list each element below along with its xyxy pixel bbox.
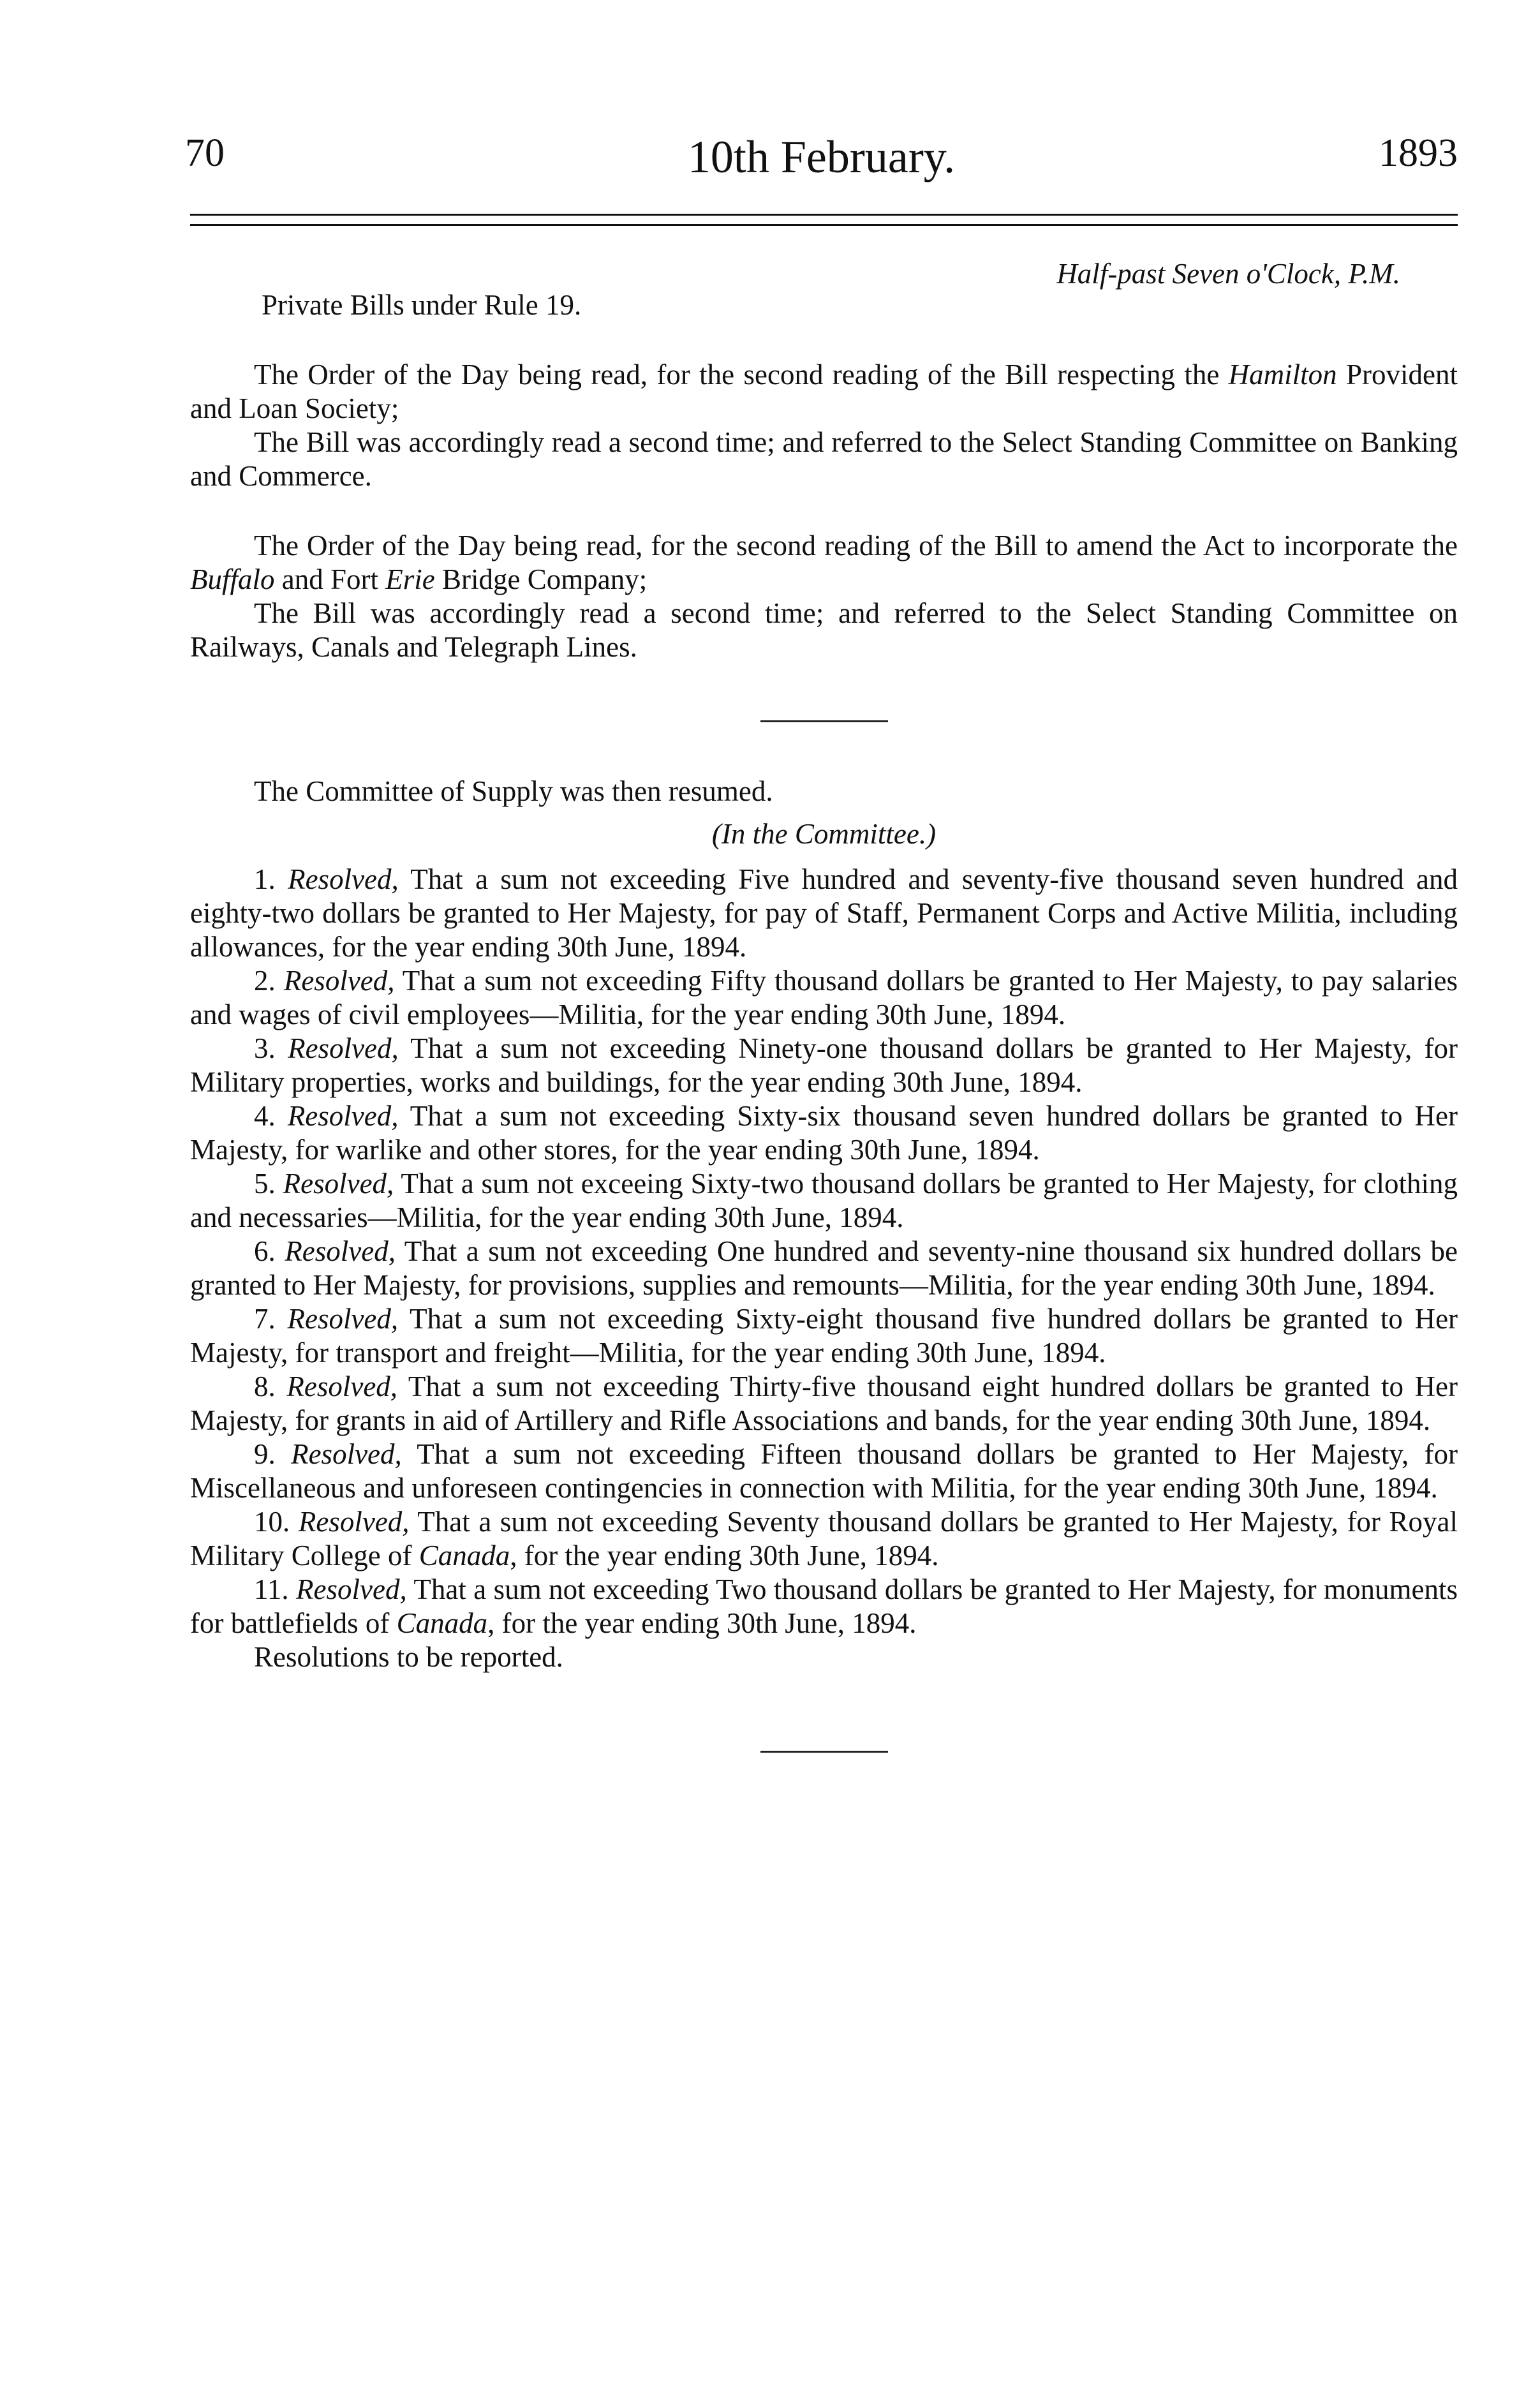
bill-hamilton-referral: The Bill was accordingly read a second time; and referred to the Select Standing Committee on Banking and Commerce. bbox=[190, 426, 1458, 492]
bill-buffalo-referral: The Bill was accordingly read a second time; and referred to the Select Standing Committee on Railways, Canals and Telegraph Lines. bbox=[190, 597, 1458, 663]
section-separator bbox=[760, 720, 888, 722]
resolution-8: 8. Resolved, That a sum not exceeding Thirty-five thousand eight hundred dollars be granted to Her Majesty, for grants in aid of Artillery and Rifle Associations and bands, for the year ending 30th June, 1894. bbox=[190, 1370, 1458, 1436]
resolution-10: 10. Resolved, That a sum not exceeding Seventy thousand dollars be granted to Her Majesty, for Royal Military College of Canada, for the year ending 30th June, 1894. bbox=[190, 1506, 1458, 1571]
page-year: 1893 bbox=[1379, 131, 1458, 175]
place-canada: Canada bbox=[418, 1540, 510, 1571]
bill-buffalo-order: The Order of the Day being read, for the second reading of the Bill to amend the Act to incorporate the Buffalo and Fort Erie Bridge Company; bbox=[190, 530, 1458, 595]
bill-buffalo-name: Buffalo bbox=[190, 563, 275, 595]
resolution-11: 11. Resolved, That a sum not exceeding Two thousand dollars be granted to Her Majesty, for monuments for battlefields of Canada, for the year ending 30th June, 1894. bbox=[190, 1573, 1458, 1639]
page-number: 70 bbox=[185, 131, 225, 175]
page-date-heading: 10th February. bbox=[687, 131, 956, 182]
resolution-6: 6. Resolved, That a sum not exceeding One hundred and seventy-nine thousand six hundred dollars be granted to Her Majesty, for provisions, supplies and remounts—Militia, for the year ending 30th June, 1894. bbox=[190, 1235, 1458, 1301]
bill-erie-name: Erie bbox=[385, 563, 435, 595]
supply-resumed: The Committee of Supply was then resumed. bbox=[254, 775, 773, 807]
resolution-1: 1. Resolved, That a sum not exceeding Five hundred and seventy-five thousand seven hundred and eighty-two dollars be granted to Her Majesty, for pay of Staff, Permanent Corps and Active Militia, including allowances, for the year ending 30th June, 1894. bbox=[190, 863, 1458, 963]
closing-separator bbox=[760, 1751, 888, 1753]
page-header bbox=[185, 131, 1458, 188]
resolution-9: 9. Resolved, That a sum not exceeding Fifteen thousand dollars be granted to Her Majesty, for Miscellaneous and unforeseen contingencies in connection with Militia, for the year ending 30th June, 1894. bbox=[190, 1438, 1458, 1504]
bill-hamilton-name: Hamilton bbox=[1228, 359, 1337, 390]
resolution-5: 5. Resolved, That a sum not exceeing Sixty-two thousand dollars be granted to Her Majesty, for clothing and necessaries—Militia, for the year ending 30th June, 1894. bbox=[190, 1168, 1458, 1233]
in-committee: (In the Committee.) bbox=[711, 818, 937, 850]
private-bills-heading: Private Bills under Rule 19. bbox=[262, 289, 582, 321]
page-body bbox=[190, 252, 1458, 1753]
place-canada: Canada bbox=[396, 1607, 488, 1639]
resolution-2: 2. Resolved, That a sum not exceeding Fifty thousand dollars be granted to Her Majesty, to pay salaries and wages of civil employees—Militia, for the year ending 30th June, 1894. bbox=[190, 965, 1458, 1030]
time-heading: Half-past Seven o'Clock, P.M. bbox=[1056, 258, 1400, 290]
header-rule-top bbox=[190, 214, 1458, 216]
resolution-3: 3. Resolved, That a sum not exceeding Ninety-one thousand dollars be granted to Her Majesty, for Military properties, works and buildings, for the year ending 30th June, 1894. bbox=[190, 1032, 1458, 1098]
bill-hamilton-order: The Order of the Day being read, for the second reading of the Bill respecting the Hamilton Provident and Loan Society; bbox=[190, 359, 1458, 424]
resolutions-to-be-reported: Resolutions to be reported. bbox=[254, 1641, 563, 1673]
resolution-4: 4. Resolved, That a sum not exceeding Sixty-six thousand seven hundred dollars be granted to Her Majesty, for warlike and other stores, for the year ending 30th June, 1894. bbox=[190, 1100, 1458, 1166]
resolution-7: 7. Resolved, That a sum not exceeding Sixty-eight thousand five hundred dollars be granted to Her Majesty, for transport and freight—Militia, for the year ending 30th June, 1894. bbox=[190, 1303, 1458, 1369]
resolutions-list bbox=[190, 863, 1458, 1674]
header-rule-bottom bbox=[190, 224, 1458, 226]
